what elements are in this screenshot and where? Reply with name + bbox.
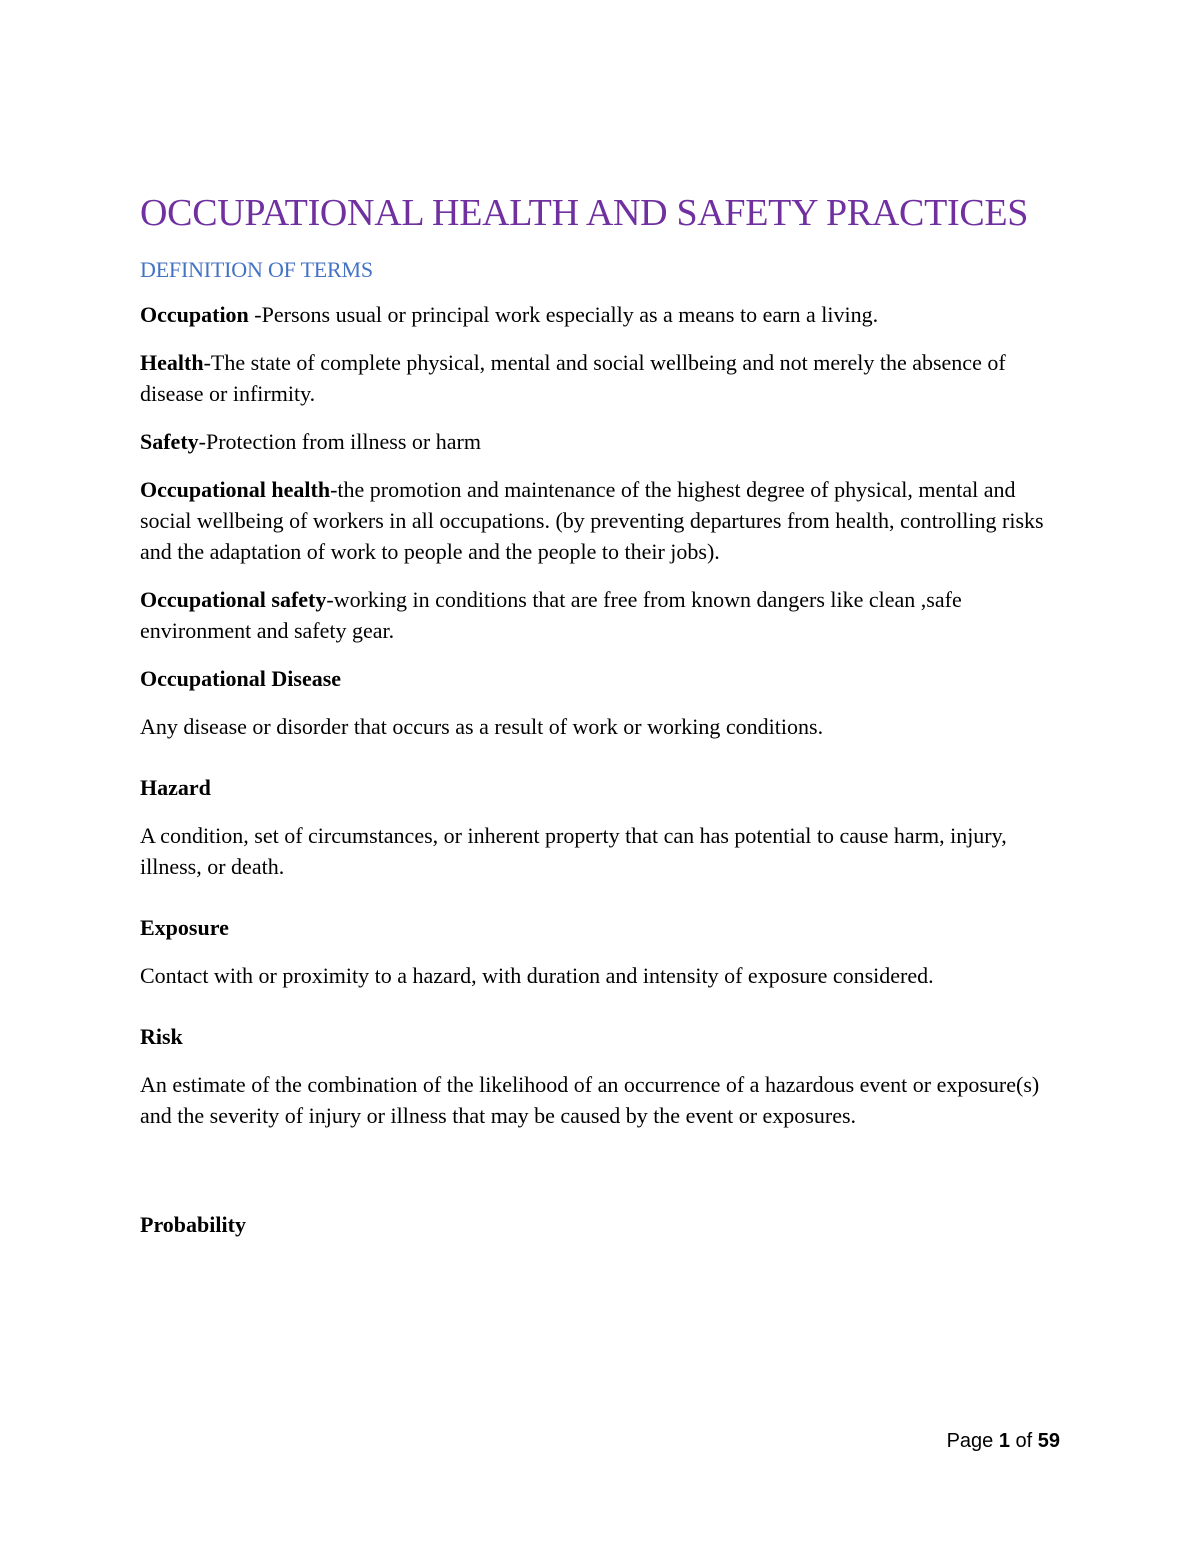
definition-occupational-safety — [140, 584, 1060, 646]
definition-term: Occupation — [140, 302, 249, 327]
total-pages: 59 — [1037, 1430, 1060, 1452]
definition-occupation — [140, 299, 1060, 330]
heading-hazard: Hazard — [140, 775, 211, 800]
definition-term: Occupational health — [140, 477, 331, 502]
of-label: of — [1009, 1430, 1038, 1452]
body-risk: An estimate of the combination of the likelihood of an occurrence of a hazardous event or exposure(s) and the severity of injury or illness that may be caused by the event or exposures. — [140, 1072, 1040, 1128]
page-number: 1 — [998, 1430, 1010, 1452]
body-occupational-disease: Any disease or disorder that occurs as a result of work or working conditions. — [140, 714, 824, 739]
definition-text: -Protection from illness or harm — [198, 429, 481, 454]
section-subtitle: DEFINITION OF TERMS — [140, 257, 373, 282]
heading-occupational-disease: Occupational Disease — [140, 666, 342, 691]
page-content — [140, 190, 1060, 1257]
definition-safety — [140, 426, 1060, 457]
page-label: Page — [946, 1430, 999, 1452]
definition-text: -Persons usual or principal work especially as a means to earn a living. — [248, 302, 879, 327]
heading-probability: Probability — [140, 1212, 246, 1237]
definition-term: Occupational safety — [140, 587, 327, 612]
definition-occupational-health — [140, 474, 1060, 567]
definition-text: -the promotion and maintenance of the highest degree of physical, mental and social wellbeing of workers in all occupations. (by preventing departures from health, controlling risks and the adaptation of work to people and the people to their jobs). — [140, 477, 1044, 564]
definition-text: -working in conditions that are free from known dangers like clean ,safe environment and safety gear. — [140, 587, 962, 643]
body-hazard: A condition, set of circumstances, or inherent property that can has potential to cause harm, injury, illness, or death. — [140, 823, 1007, 879]
document-title: OCCUPATIONAL HEALTH AND SAFETY PRACTICES — [140, 192, 1029, 234]
definition-term: Health — [140, 350, 204, 375]
body-exposure: Contact with or proximity to a hazard, with duration and intensity of exposure considered. — [140, 963, 934, 988]
heading-exposure: Exposure — [140, 915, 229, 940]
page-footer — [947, 1430, 1060, 1453]
definition-term: Safety — [140, 429, 199, 454]
heading-risk: Risk — [140, 1024, 183, 1049]
definition-text: -The state of complete physical, mental and social wellbeing and not merely the absence of disease or infirmity. — [140, 350, 1006, 406]
definition-health — [140, 347, 1060, 409]
